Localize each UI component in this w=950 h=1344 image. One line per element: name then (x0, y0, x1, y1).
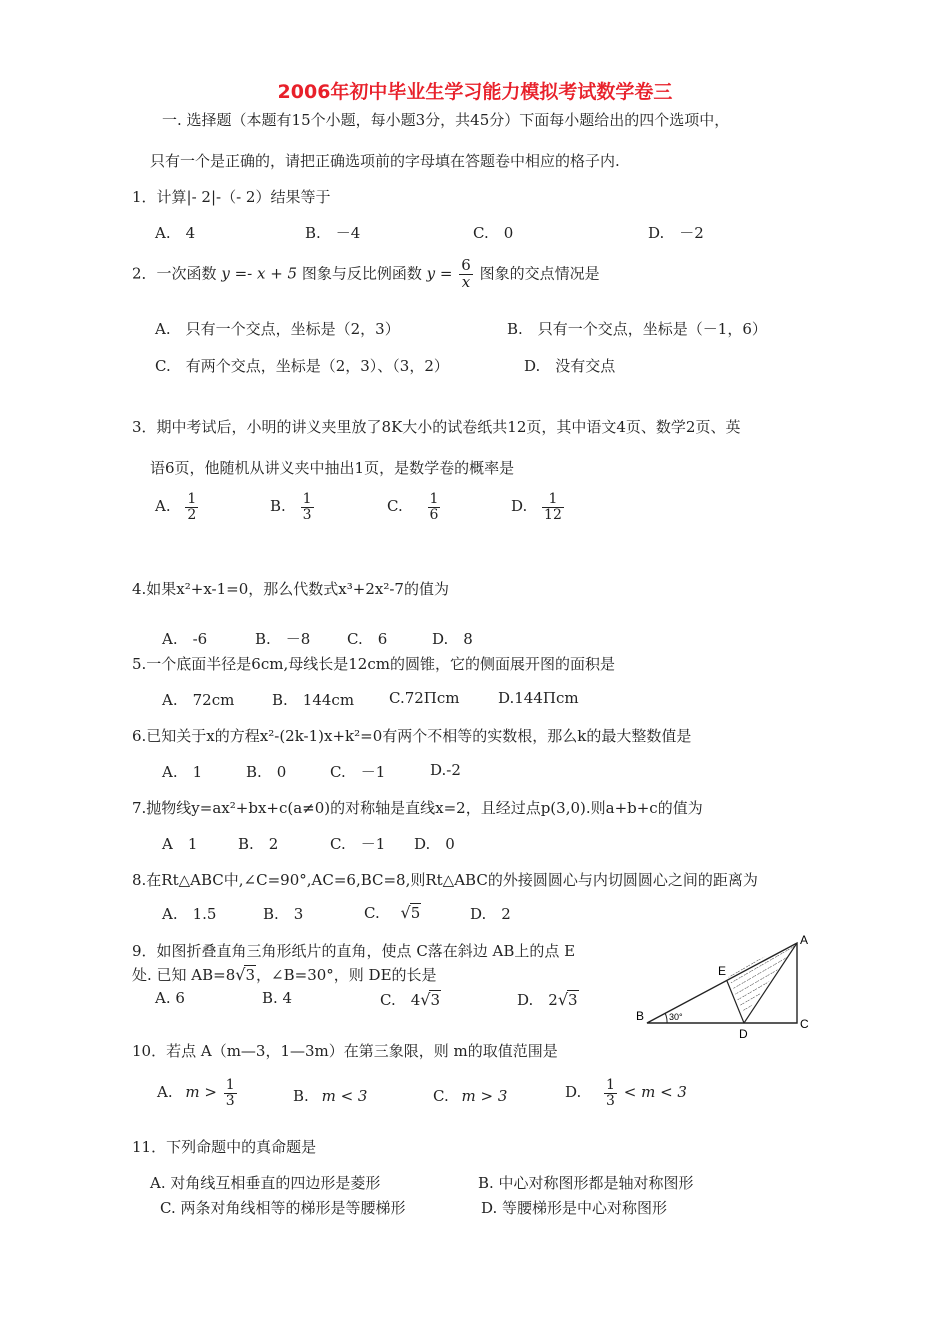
q9-option-b: B. 4 (262, 989, 293, 1007)
q2-inverse-lhs: y = (426, 264, 453, 283)
q3-option-b-fraction (301, 492, 314, 522)
q9-triangle-figure (630, 930, 820, 1045)
q1-option-b: B. －4 (305, 224, 361, 242)
q9-option-c-label: C. 4 (380, 991, 421, 1009)
q10-option-d-rhs: < m < 3 (623, 1083, 687, 1102)
q3-option-b-denominator: 3 (302, 506, 312, 523)
q11-option-b: B. 中心对称图形都是轴对称图形 (478, 1174, 694, 1192)
q10-option-d-fraction (604, 1078, 617, 1108)
q3-option-c (387, 492, 442, 522)
q2-option-a: A. 只有一个交点，坐标是（2，3） (155, 320, 400, 338)
q6-option-c: C. －1 (330, 763, 386, 781)
q9-option-c-radicand: 3 (430, 991, 441, 1009)
q8-option-b: B. 3 (263, 905, 304, 923)
q1-option-c: C. 0 (473, 224, 514, 242)
q3-option-a-denominator: 2 (187, 506, 197, 523)
q1-option-a: A. 4 (155, 224, 196, 242)
q8-stem: 8.在Rt△ABC中,∠C=90°,AC=6,BC=8,则Rt△ABC的外接圆圆心与内切圆圆心之间的距离为 (132, 871, 758, 889)
q10-option-c-expr: m > 3 (461, 1087, 508, 1105)
q2-option-d: D. 没有交点 (524, 357, 616, 375)
q3-option-a-label: A. (155, 497, 171, 516)
q2-inverse-fraction (459, 258, 473, 291)
q9-option-c: C. 4√3 (380, 990, 441, 1009)
angle-label: 30° (669, 1012, 683, 1022)
q7-option-c: C. －1 (330, 835, 386, 853)
q7-option-d: D. 0 (414, 835, 455, 853)
angle-b-arc (665, 1013, 667, 1023)
point-e-label: E (718, 964, 727, 978)
q3-option-a-numerator: 1 (187, 491, 197, 507)
q5-option-d: D.144Πcm (498, 689, 579, 707)
q4-stem: 4.如果x²+x-1=0，那么代数式x³+2x²-7的值为 (132, 580, 449, 598)
q6-option-a: A. 1 (162, 763, 203, 781)
q2-linear-function: y =- x + 5 (221, 264, 298, 283)
q2-stem-part-a: 2．一次函数 (132, 264, 217, 283)
q6-option-b: B. 0 (246, 763, 287, 781)
q3-option-c-fraction (428, 492, 441, 522)
q2-option-c: C. 有两个交点，坐标是（2，3）、（3，2） (155, 357, 449, 375)
q3-option-c-numerator: 1 (429, 491, 439, 507)
q8-option-a: A. 1.5 (162, 905, 217, 923)
folded-region-hatch (727, 943, 797, 1016)
q3-option-c-label: C. (387, 497, 403, 516)
q4-option-b: B. －8 (255, 630, 311, 648)
q8-option-c-label: C. (364, 904, 380, 922)
q8-sqrt: √5 (400, 903, 421, 922)
q3-option-a-fraction (185, 492, 198, 522)
q3-option-b (270, 492, 316, 522)
q10-option-b-expr: m < 3 (321, 1087, 368, 1105)
q9-option-d: D. 2√3 (517, 990, 578, 1009)
q10-option-a-lhs: m > (185, 1083, 217, 1102)
q9-sqrt-sign: √ (235, 965, 246, 984)
q10-stem: 10．若点 A（m—3，1—3m）在第三象限，则 m的取值范围是 (132, 1042, 558, 1060)
q10-option-d-label: D. (565, 1083, 582, 1102)
q11-option-c: C. 两条对角线相等的梯形是等腰梯形 (160, 1199, 406, 1217)
q10-option-b-label: B. (293, 1087, 309, 1105)
q4-option-d: D. 8 (432, 630, 473, 648)
q3-option-d-denominator: 12 (544, 506, 562, 523)
page-title: 2006年初中毕业生学习能力模拟考试数学卷三 (277, 81, 673, 103)
q9-sqrt-radicand: 3 (245, 966, 256, 984)
q3-option-b-numerator: 1 (302, 491, 312, 507)
point-d-label: D (739, 1027, 748, 1041)
q10-option-b (293, 1087, 367, 1105)
q3-stem-line1: 3．期中考试后，小明的讲义夹里放了8K大小的试卷纸共12页，其中语文4页、数学2页、英 (132, 418, 741, 436)
q3-option-d (511, 492, 566, 522)
q3-stem-line2: 语6页，他随机从讲义夹中抽出1页，是数学卷的概率是 (150, 459, 515, 477)
q3-option-c-denominator: 6 (429, 506, 439, 523)
q4-option-c: C. 6 (347, 630, 388, 648)
q8-sqrt-radicand: 5 (410, 904, 421, 922)
q7-option-b: B. 2 (238, 835, 279, 853)
q10-option-a-fraction (224, 1078, 237, 1108)
q7-stem: 7.抛物线y=ax²+bx+c(a≠0)的对称轴是直线x=2，且经过点p(3,0).则a+b+c的值为 (132, 799, 703, 817)
q10-option-d (565, 1078, 687, 1108)
q9-option-d-radicand: 3 (568, 991, 578, 1009)
q9-option-d-label: D. 2 (517, 991, 558, 1009)
q10-option-d-denominator: 3 (606, 1092, 615, 1109)
q5-option-a: A. 72cm (162, 691, 235, 709)
q2-fraction-denominator: x (459, 274, 473, 291)
section-instructions-line2: 只有一个是正确的，请把正确选项前的字母填在答题卷中相应的格子内. (150, 152, 620, 170)
q7-option-a: A 1 (162, 835, 198, 853)
q11-stem: 11．下列命题中的真命题是 (132, 1138, 317, 1156)
q3-option-a (155, 492, 200, 522)
vertex-c-label: C (800, 1017, 809, 1031)
q11-option-d: D. 等腰梯形是中心对称图形 (481, 1199, 668, 1217)
q10-option-a-denominator: 3 (225, 1092, 235, 1109)
q5-stem: 5.一个底面半径是6cm,母线长是12cm的圆锥，它的侧面展开图的面积是 (132, 655, 615, 673)
q3-option-d-fraction (542, 492, 564, 522)
q9-option-a: A. 6 (155, 989, 185, 1007)
q2-option-b: B. 只有一个交点，坐标是（－1，6） (507, 320, 767, 338)
q8-option-c (364, 903, 421, 922)
q2-stem-part-c: 图象的交点情况是 (479, 264, 600, 283)
q5-option-b: B. 144cm (272, 691, 355, 709)
q5-option-c: C.72Πcm (389, 689, 460, 707)
q3-option-d-numerator: 1 (548, 491, 558, 507)
q8-option-d: D. 2 (470, 905, 511, 923)
q10-option-d-numerator: 1 (606, 1077, 615, 1093)
q3-option-b-label: B. (270, 497, 286, 516)
q10-option-a-label: A. (157, 1083, 173, 1102)
vertex-a-label: A (800, 933, 809, 947)
q10-option-a (157, 1078, 239, 1108)
q10-option-c-label: C. (433, 1087, 449, 1105)
q2-stem-part-b: 图象与反比例函数 (301, 264, 422, 283)
q1-stem: 1．计算|- 2|-（- 2）结果等于 (132, 188, 331, 206)
q2-fraction-numerator: 6 (461, 256, 471, 274)
section-instructions-line1: 一. 选择题（本题有15个小题，每小题3分，共45分）下面每小题给出的四个选项中， (162, 111, 730, 129)
q2-stem (132, 258, 600, 291)
q3-option-d-label: D. (511, 497, 528, 516)
q6-stem: 6.已知关于x的方程x²-(2k-1)x+k²=0有两个不相等的实数根，那么k的最大整数值是 (132, 727, 692, 745)
q10-option-a-numerator: 1 (225, 1077, 235, 1093)
q9-stem-line2-a: 处. 已知 AB=8 (132, 966, 236, 984)
q6-option-d: D.-2 (430, 761, 461, 779)
q4-option-a: A. -6 (162, 630, 208, 648)
q11-option-a: A. 对角线互相垂直的四边形是菱形 (150, 1174, 381, 1192)
triangle-abc (647, 943, 797, 1023)
q9-stem-line2-b: ，∠B=30°，则 DE的长是 (256, 966, 437, 984)
q10-option-c (433, 1087, 507, 1105)
q9-stem-line2 (132, 964, 437, 985)
q1-option-d: D. －2 (648, 224, 704, 242)
q9-stem-line1: 9．如图折叠直角三角形纸片的直角，使点 C落在斜边 AB上的点 E (132, 942, 576, 960)
vertex-b-label: B (636, 1009, 645, 1023)
